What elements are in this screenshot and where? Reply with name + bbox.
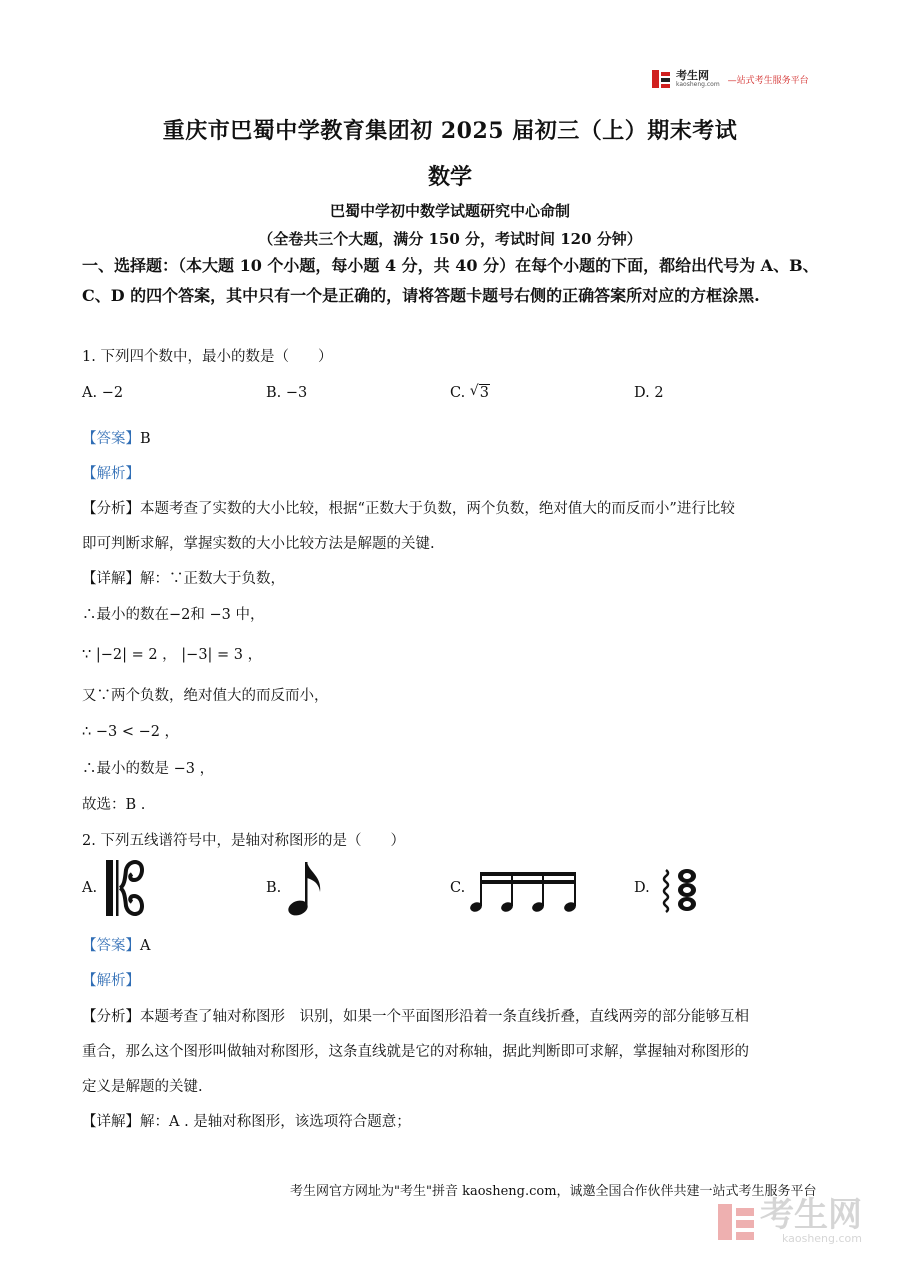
q1-fenxi-line-1 [82, 497, 735, 518]
q2-fenxi-tag: 【分析】 [82, 1009, 140, 1025]
q1-fenxi-text-1: 本题考查了实数的大小比较，根据“正数大于负数，两个负数，绝对值大的而反而小”进行比较 [140, 501, 735, 517]
q2-option-a-label: A. [82, 880, 98, 896]
q1-detail-line-6: ∴最小的数是 −3 ， [82, 761, 215, 777]
q2-detail-tag: 【详解】 [82, 1114, 140, 1130]
q1-stem: 1. 下列四个数中，最小的数是（ ） [82, 349, 333, 365]
q2-option-d-label: D. [634, 880, 650, 896]
footer-text: 考生网官方网址为"考生"拼音 kaosheng.com，诚邀全国合作伙伴共建一站式考生服务平台 [290, 1184, 817, 1199]
alto-clef-icon [104, 858, 146, 918]
q1-option-b-value: −3 [285, 385, 308, 401]
q2-fenxi-line-1 [82, 1005, 749, 1026]
q2-fenxi-line-3: 定义是解题的关键. [82, 1079, 203, 1095]
q1-option-a [82, 385, 123, 401]
q2-answer-value: A [140, 938, 151, 954]
q2-answer [82, 934, 150, 955]
q1-option-b-label: B. [266, 385, 282, 401]
logo-slogan: —站式考生服务平台 [727, 75, 809, 86]
exam-title: 重庆市巴蜀中学教育集团初 2025 届初三（上）期末考试 [162, 118, 738, 144]
q2-fenxi-text-1: 本题考查了轴对称图形 识别，如果一个平面图形沿着一条直线折叠，直线两旁的部分能够互相 [140, 1009, 749, 1025]
q2-detail-text-1: 解：A . 是轴对称图形，该选项符合题意； [140, 1114, 411, 1130]
detail-tag: 【详解】 [82, 571, 140, 587]
q2-detail-line-1 [82, 1110, 411, 1131]
q2-analysis-tag: 【解析】 [82, 973, 140, 989]
watermark-name: 考生网 [760, 1195, 862, 1235]
q2-fenxi-line-2: 重合，那么这个图形叫做轴对称图形，这条直线就是它的对称轴，据此判断即可求解，掌握轴对称图形的 [82, 1044, 749, 1060]
q1-option-b [266, 385, 307, 401]
q1-option-c-label: C. [450, 385, 466, 401]
eighth-note-icon [286, 858, 326, 918]
q1-option-d-value: 2 [654, 385, 664, 401]
watermark-domain: kaosheng.com [781, 1232, 862, 1245]
q1-option-c [450, 385, 490, 401]
arpeggio-chord-icon [660, 866, 704, 914]
q1-option-d [634, 385, 664, 401]
logo-domain: kaosheng.com [676, 81, 720, 88]
q2-answer-tag: 【答案】 [82, 938, 140, 954]
header-logo [652, 70, 809, 88]
answer-tag: 【答案】 [82, 431, 140, 447]
q1-detail-line-7: 故选：B . [82, 797, 146, 813]
q1-option-d-label: D. [634, 385, 650, 401]
logo-name: 考生网 [676, 69, 709, 82]
q1-option-a-label: A. [82, 385, 98, 401]
exam-subject: 数学 [427, 164, 472, 190]
q2-option-b-label: B. [266, 880, 282, 896]
section1-instructions: 一、选择题：（本大题 10 个小题，每小题 4 分，共 40 分）在每个小题的下面，都给出代号为 A、B、C、D 的四个答案，其中只有一个是正确的，请将答题卡题号右侧的正确答案所对应的方框涂黑. [82, 256, 819, 305]
q1-detail-line-5: ∴ −3 < −2 ， [82, 724, 180, 740]
q1-detail-line-2: ∴最小的数在−2和 −3 中， [82, 607, 265, 623]
q1-detail-line-4: 又∵两个负数，绝对值大的而反而小， [82, 688, 329, 704]
q1-fenxi-line-2: 即可判断求解，掌握实数的大小比较方法是解题的关键. [82, 536, 435, 552]
q1-answer [82, 427, 151, 448]
exam-info: （全卷共三个大题，满分 150 分，考试时间 120 分钟） [258, 230, 642, 248]
beamed-sixteenth-notes-icon [470, 870, 580, 914]
exam-author: 巴蜀中学初中数学试题研究中心命制 [329, 202, 570, 220]
sqrt-symbol: √ 3 [469, 383, 490, 401]
q1-analysis-tag: 【解析】 [82, 466, 140, 482]
fenxi-tag: 【分析】 [82, 501, 140, 517]
watermark [718, 1195, 862, 1245]
q2-option-c-label: C. [450, 880, 466, 896]
q1-detail-text-1: 解：∵正数大于负数， [140, 571, 285, 587]
q1-option-c-value: 3 [479, 385, 490, 401]
watermark-logo-icon [718, 1204, 754, 1240]
kaosheng-logo-icon [652, 70, 670, 88]
q1-answer-value: B [140, 431, 151, 447]
q2-stem: 2. 下列五线谱符号中，是轴对称图形的是（ ） [82, 833, 405, 849]
q1-detail-line-3: ∵ |−2| = 2 ， |−3| = 3 ， [82, 647, 263, 663]
q1-option-a-value: −2 [101, 385, 124, 401]
q1-detail-line-1 [82, 567, 285, 588]
